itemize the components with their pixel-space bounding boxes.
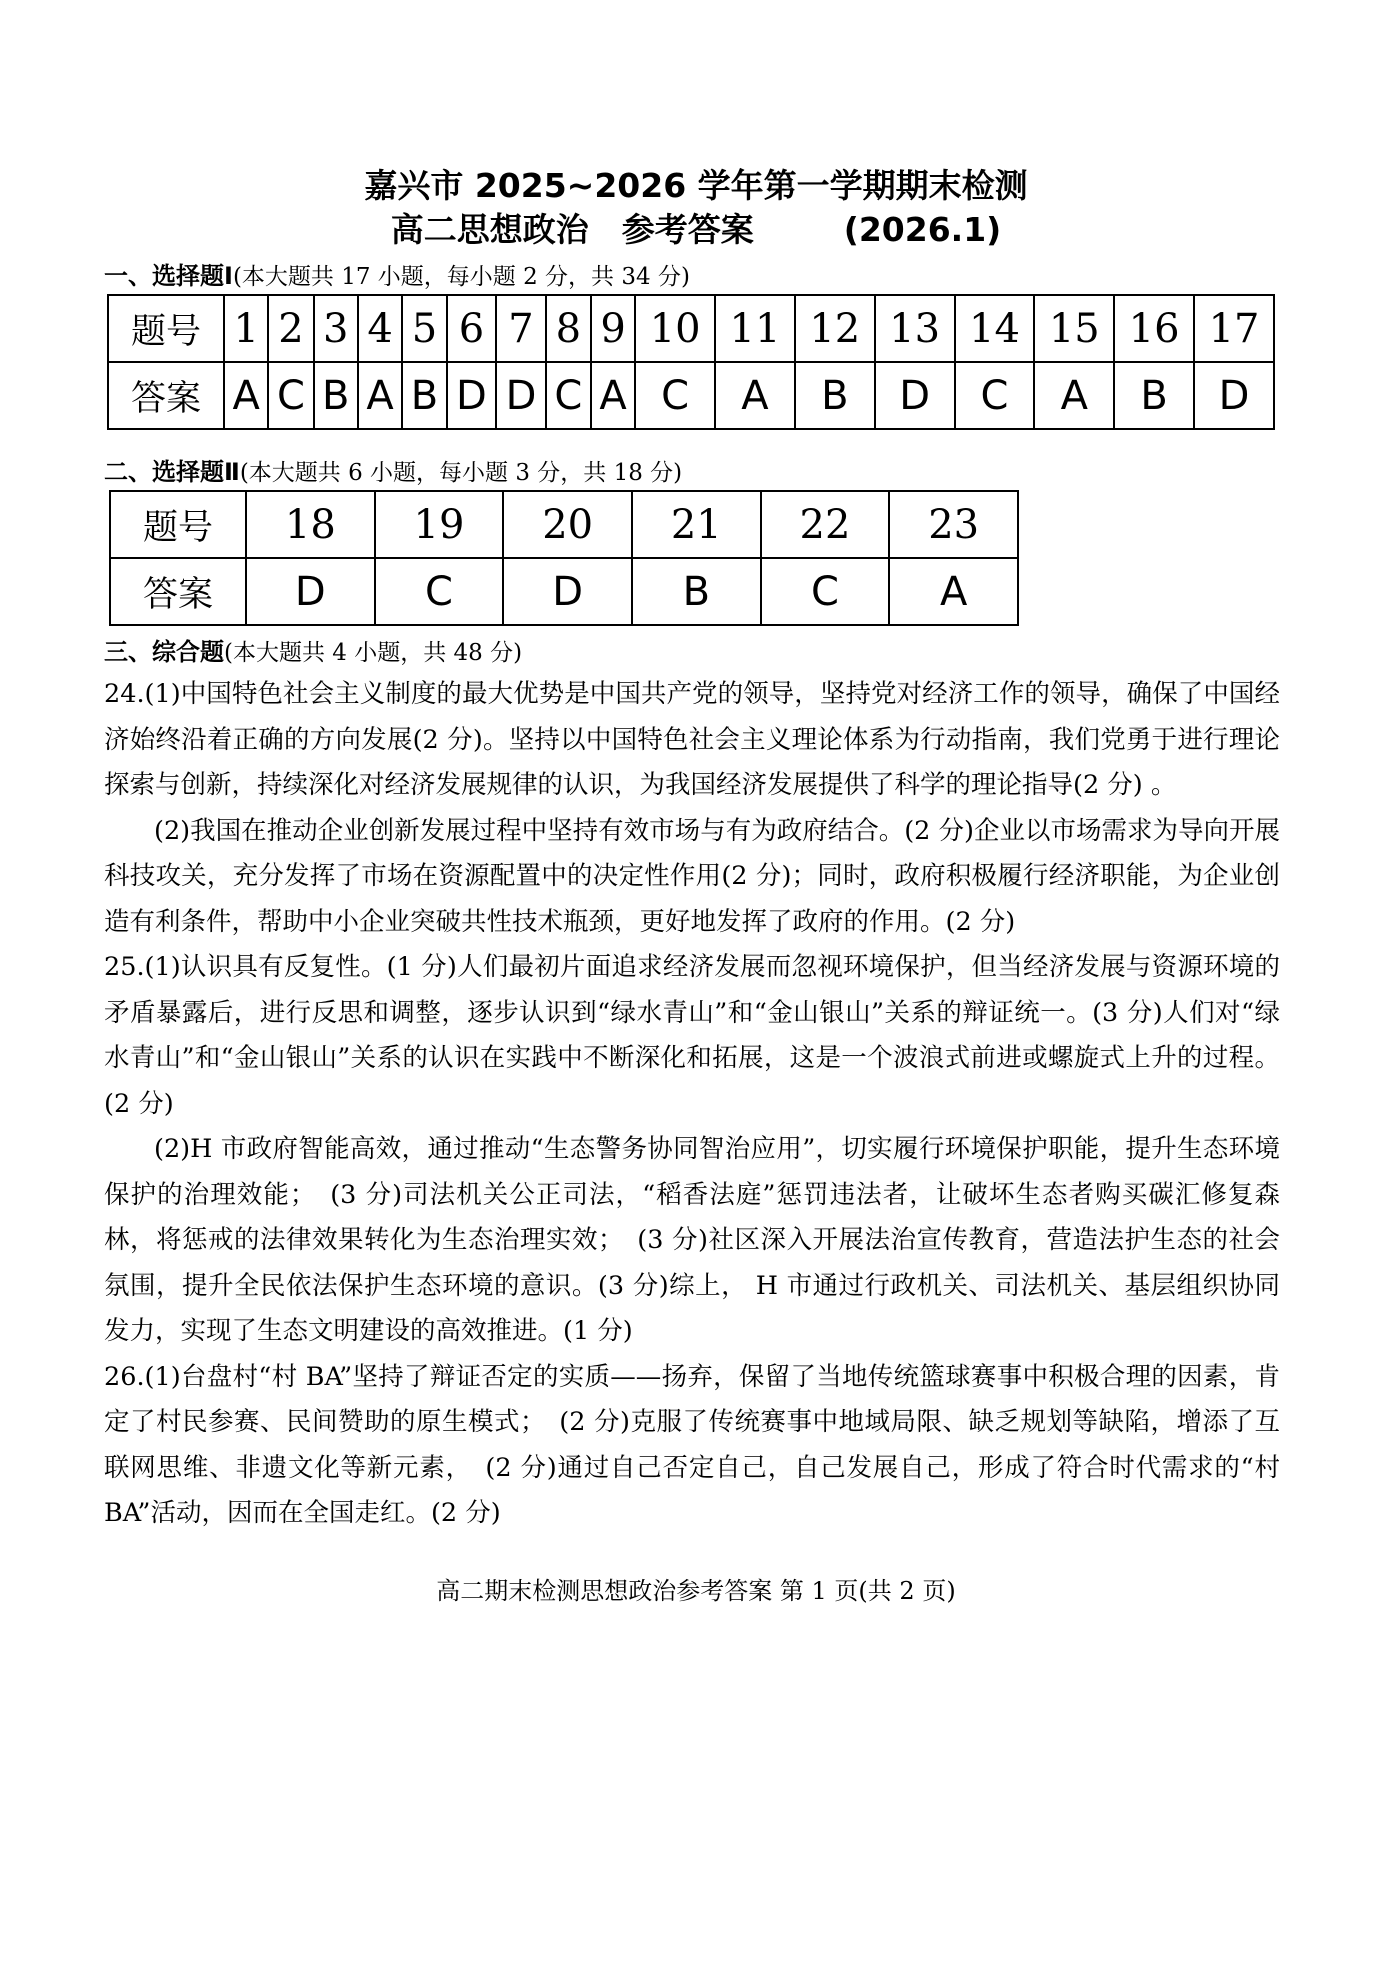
question-number-cell: 13 [875, 295, 955, 362]
row-label-answer: 答案 [110, 558, 246, 625]
answer-cell: A [591, 362, 635, 429]
question-number-cell: 12 [795, 295, 875, 362]
question-number-cell: 20 [503, 491, 632, 558]
question-number-cell: 3 [314, 295, 358, 362]
section2-title: 二、选择题Ⅱ [104, 458, 240, 486]
question-number-cell: 2 [268, 295, 313, 362]
answer-cell: B [402, 362, 446, 429]
page-footer: 高二期末检测思想政治参考答案 第 1 页(共 2 页) [436, 1577, 956, 1605]
section3-heading [104, 636, 522, 669]
question-number-row [108, 295, 1274, 362]
answer-24-1: 24.(1)中国特色社会主义制度的最大优势是中国共产党的领导，坚持党对经济工作的领导，确保了中国经济始终沿着正确的方向发展(2 分)。坚持以中国特色社会主义理论体系为行动指南，我们党勇于进行理论探索与创新，持续深化对经济发展规律的认识，为我国经济发展提供了科学的理论指导(2 分) 。 [104, 679, 1280, 800]
answer-cell: C [761, 558, 890, 625]
answer-content [104, 672, 1280, 1537]
question-number-cell: 17 [1194, 295, 1274, 362]
answer-cell: C [546, 362, 591, 429]
answer-cell: D [496, 362, 546, 429]
answer-25-2: (2)H 市政府智能高效，通过推动“生态警务协同智治应用”，切实履行环境保护职能，提升生态环境保护的治理效能； (3 分)司法机关公正司法，“稻香法庭”惩罚违法者，让破坏生态者购买碳汇修复森林，将惩戒的法律效果转化为生态治理实效； (3 分)社区深入开展法治宣传教育，营造法护生态的社会氛围，提升全民依法保护生态环境的意识。(3 分)综上， H 市通过行政机关、司法机关、基层组织协同发力，实现了生态文明建设的高效推进。(1 分) [104, 1134, 1280, 1346]
answer-cell: D [875, 362, 955, 429]
question-number-row [110, 491, 1018, 558]
row-label-answer: 答案 [108, 362, 224, 429]
answer-cell: C [375, 558, 504, 625]
section2-heading [104, 456, 682, 489]
section1-title: 一、选择题Ⅰ [104, 262, 233, 290]
question-number-cell: 15 [1034, 295, 1114, 362]
answer-cell: D [1194, 362, 1274, 429]
question-number-cell: 19 [375, 491, 504, 558]
answer-cell: C [955, 362, 1035, 429]
question-number-cell: 7 [496, 295, 546, 362]
document-title: 嘉兴市 2025~2026 学年第一学期期末检测 [364, 166, 1028, 205]
question-number-cell: 23 [889, 491, 1018, 558]
answer-cell: A [889, 558, 1018, 625]
answer-26-1: 26.(1)台盘村“村 BA”坚持了辩证否定的实质——扬弃，保留了当地传统篮球赛事中积极合理的因素，肯定了村民参赛、民间赞助的原生模式； (2 分)克服了传统赛事中地域局限、缺乏规划等缺陷，增添了互联网思维、非遗文化等新元素， (2 分)通过自己否定自己，自己发展自己，形成了符合时代需求的“村 BA”活动，因而在全国走红。(2 分) [104, 1361, 1280, 1528]
document-subtitle [0, 210, 1392, 250]
answer-row [108, 362, 1274, 429]
question-number-cell: 21 [632, 491, 761, 558]
answer-cell: C [635, 362, 715, 429]
answer-cell: A [224, 362, 268, 429]
question-number-cell: 22 [761, 491, 890, 558]
answer-row [110, 558, 1018, 625]
question-number-cell: 16 [1114, 295, 1194, 362]
question-number-cell: 8 [546, 295, 591, 362]
exam-date: (2026.1) [843, 210, 1002, 249]
answer-cell: D [246, 558, 375, 625]
subtitle-text: 高二思想政治 参考答案 [390, 210, 754, 249]
question-number-cell: 10 [635, 295, 715, 362]
section3-title: 三、综合题 [104, 638, 224, 666]
question-number-cell: 14 [955, 295, 1035, 362]
answer-25-1: 25.(1)认识具有反复性。(1 分)人们最初片面追求经济发展而忽视环境保护，但当经济发展与资源环境的矛盾暴露后，进行反思和调整，逐步认识到“绿水青山”和“金山银山”关系的辩证统一。(3 分)人们对“绿水青山”和“金山银山”关系的认识在实践中不断深化和拓展，这是一个波浪式前进或螺旋式上升的过程。(2 分) [104, 952, 1280, 1119]
question-number-cell: 4 [358, 295, 402, 362]
answer-cell: B [1114, 362, 1194, 429]
section2-note: (本大题共 6 小题，每小题 3 分，共 18 分) [239, 460, 683, 486]
question-number-cell: 11 [715, 295, 795, 362]
question-number-cell: 5 [402, 295, 446, 362]
answer-cell: B [632, 558, 761, 625]
answer-cell: A [1034, 362, 1114, 429]
answer-table-2 [109, 490, 1019, 626]
answer-cell: D [447, 362, 497, 429]
row-label-question: 题号 [110, 491, 246, 558]
answer-cell: A [358, 362, 402, 429]
answer-24-2: (2)我国在推动企业创新发展过程中坚持有效市场与有为政府结合。(2 分)企业以市场需求为导向开展科技攻关，充分发挥了市场在资源配置中的决定性作用(2 分)；同时，政府积极履行经济职能，为企业创造有利条件，帮助中小企业突破共性技术瓶颈，更好地发挥了政府的作用。(2 分) [104, 815, 1280, 937]
section1-note: (本大题共 17 小题，每小题 2 分，共 34 分) [232, 264, 690, 290]
answer-cell: B [314, 362, 358, 429]
answer-cell: A [715, 362, 795, 429]
question-number-cell: 9 [591, 295, 635, 362]
section1-heading [104, 260, 690, 293]
row-label-question: 题号 [108, 295, 224, 362]
question-number-cell: 6 [447, 295, 497, 362]
question-number-cell: 1 [224, 295, 268, 362]
answer-cell: B [795, 362, 875, 429]
section3-note: (本大题共 4 小题，共 48 分) [224, 640, 523, 666]
answer-cell: D [503, 558, 632, 625]
question-number-cell: 18 [246, 491, 375, 558]
answer-cell: C [268, 362, 313, 429]
answer-table-1 [107, 294, 1275, 430]
